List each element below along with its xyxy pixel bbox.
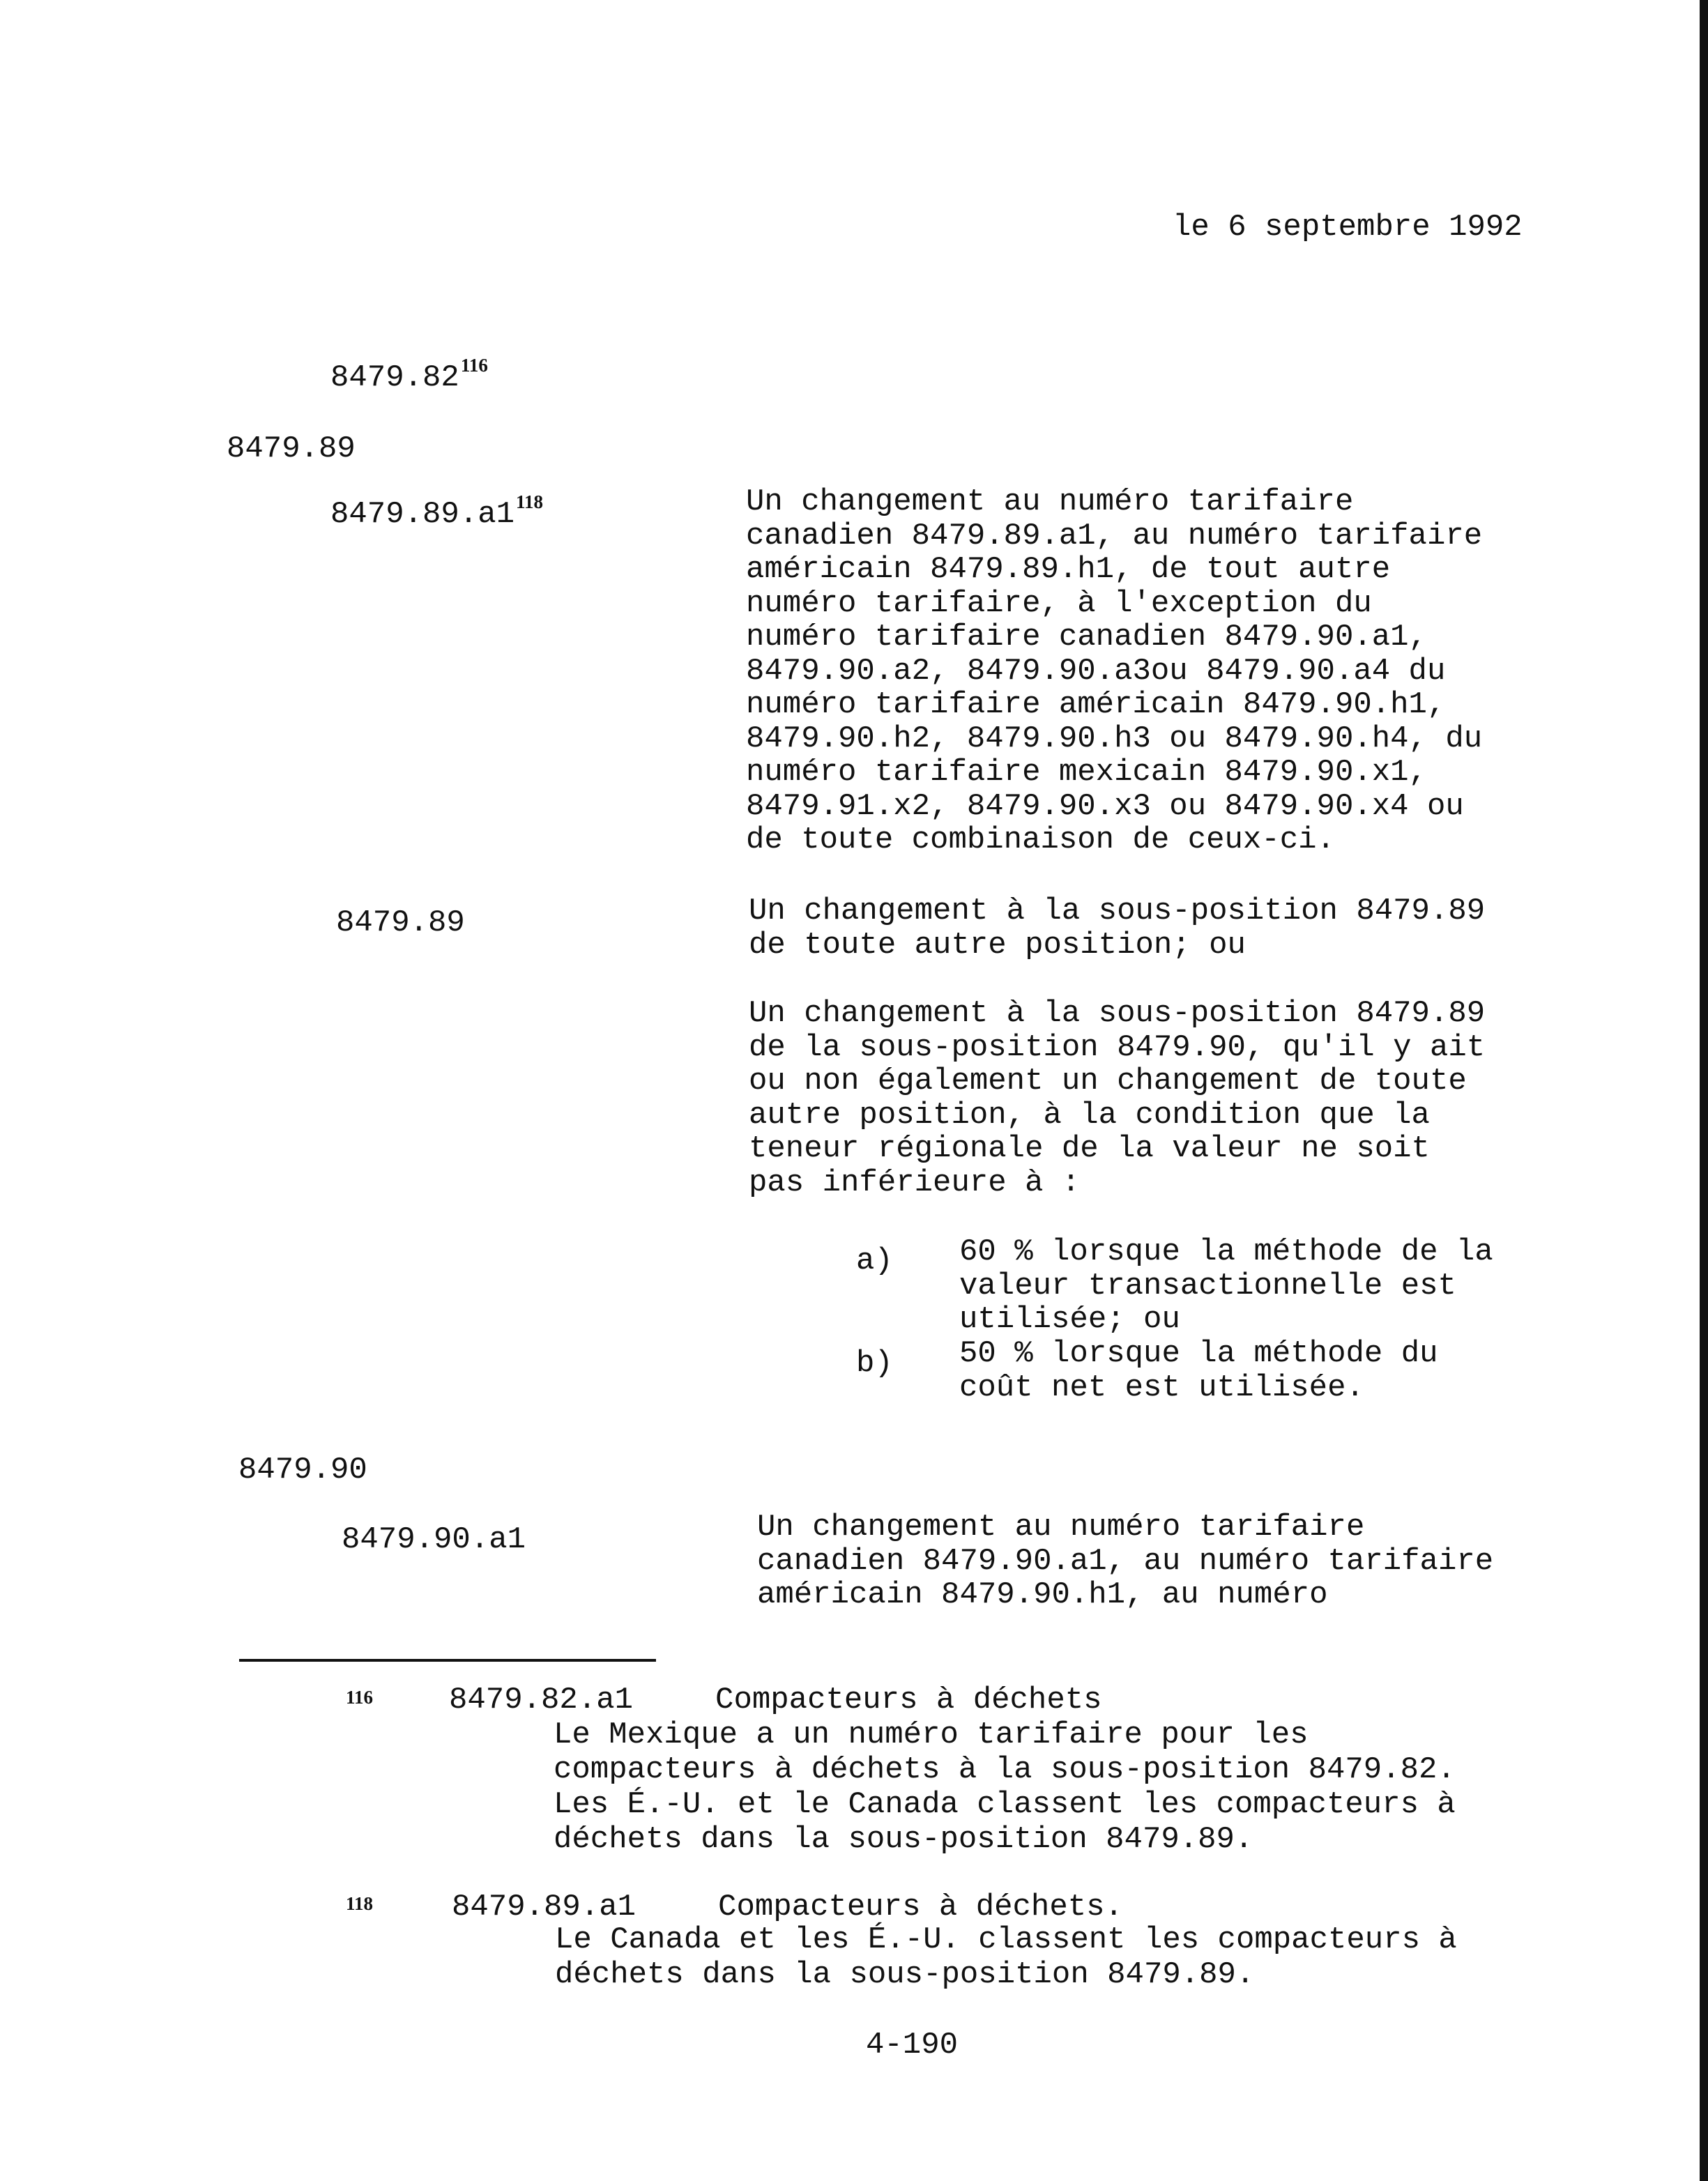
scan-edge-border [1700,0,1708,2181]
rule-line: canadien 8479.89.a1, au numéro tarifaire [746,518,1483,553]
footnote-code: 8479.89.a1 [452,1890,636,1924]
heading-8479-82 [330,355,488,396]
footnote-118-heading [452,1890,1123,1924]
rule-line: pas inférieure à : [749,1165,1081,1200]
rule-line: américain 8479.90.h1, au numéro [757,1577,1328,1612]
footnote-code: 8479.82.a1 [449,1683,634,1717]
rule-line: Un changement à la sous-position 8479.89 [749,894,1486,928]
rule-text-8479-90-a1 [757,1510,1493,1612]
rule-line: numéro tarifaire canadien 8479.90.a1, [746,620,1427,655]
rule-line: teneur régionale de la valeur ne soit [749,1131,1430,1166]
rule-line: ou non également un changement de toute [749,1064,1467,1099]
rule-line: numéro tarifaire, à l'exception du [746,586,1372,621]
rule-line: de la sous-position 8479.90, qu'il y ait [749,1030,1486,1065]
footnote-title: Compacteurs à déchets [715,1683,1102,1717]
heading-8479-90: 8479.90 [238,1453,367,1487]
footnote-line: compacteurs à déchets à la sous-position 8479.82. [554,1752,1456,1787]
footnote-separator [239,1659,656,1662]
footnote-line: déchets dans la sous-position 8479.89. [555,1957,1255,1992]
rule-line: 8479.90.h2, 8479.90.h3 ou 8479.90.h4, du [746,721,1483,756]
footnote-118-body [555,1922,1457,1992]
rule-text-8479-89-para2 [749,997,1485,1200]
list-item-line: 60 % lorsque la méthode de la [959,1234,1493,1269]
rule-line: américain 8479.89.h1, de tout autre [746,552,1391,587]
heading-code: 8479.82 [330,360,459,395]
rule-line: numéro tarifaire américain 8479.90.h1, [746,687,1446,722]
rule-code: 8479.89.a1 [330,497,515,532]
list-item-label-b: b) [856,1346,893,1381]
rule-code-8479-89: 8479.89 [336,905,465,940]
rule-line: de toute combinaison de ceux-ci. [746,822,1335,857]
list-item-line: utilisée; ou [959,1302,1180,1337]
list-item-line: valeur transactionnelle est [959,1268,1456,1303]
rule-line: 8479.90.a2, 8479.90.a3ou 8479.90.a4 du [746,653,1446,689]
footnote-title: Compacteurs à déchets. [718,1890,1123,1924]
footnote-line: Les É.-U. et le Canada classent les compacteurs à [554,1787,1456,1822]
list-item-line: 50 % lorsque la méthode du [959,1336,1438,1371]
rule-text-8479-89-a1 [746,485,1482,857]
footnote-116-heading [449,1683,1102,1717]
list-item-a-text [959,1235,1493,1337]
footnote-line: Le Canada et les É.-U. classent les compacteurs à [555,1922,1457,1957]
rule-line: Un changement au numéro tarifaire [746,484,1354,519]
rule-line: Un changement au numéro tarifaire [757,1510,1365,1545]
heading-8479-89: 8479.89 [227,431,356,466]
list-item-b-text [959,1337,1438,1405]
rule-line: numéro tarifaire mexicain 8479.90.x1, [746,755,1427,790]
rule-code-8479-89-a1 [330,491,544,533]
rule-line: Un changement à la sous-position 8479.89 [749,996,1486,1031]
rule-line: autre position, à la condition que la [749,1097,1430,1133]
rule-text-8479-89-para1 [749,894,1485,962]
footnote-116-body [554,1717,1456,1857]
page-number: 4-190 [866,2028,959,2063]
footnote-ref-116: 116 [460,355,488,376]
list-item-label-a: a) [856,1243,893,1278]
rule-code-8479-90-a1: 8479.90.a1 [342,1522,526,1557]
rule-line: de toute autre position; ou [749,927,1246,963]
rule-line: canadien 8479.90.a1, au numéro tarifaire [757,1543,1494,1579]
rule-line: 8479.91.x2, 8479.90.x3 ou 8479.90.x4 ou [746,788,1464,824]
footnote-mark-116: 116 [346,1687,374,1708]
footnote-ref-118: 118 [516,491,544,512]
footnote-line: déchets dans la sous-position 8479.89. [554,1822,1253,1857]
footnote-mark-118: 118 [346,1893,374,1914]
footnote-line: Le Mexique a un numéro tarifaire pour les [554,1717,1309,1752]
list-item-line: coût net est utilisée. [959,1370,1364,1405]
document-date: le 6 septembre 1992 [1173,210,1523,245]
